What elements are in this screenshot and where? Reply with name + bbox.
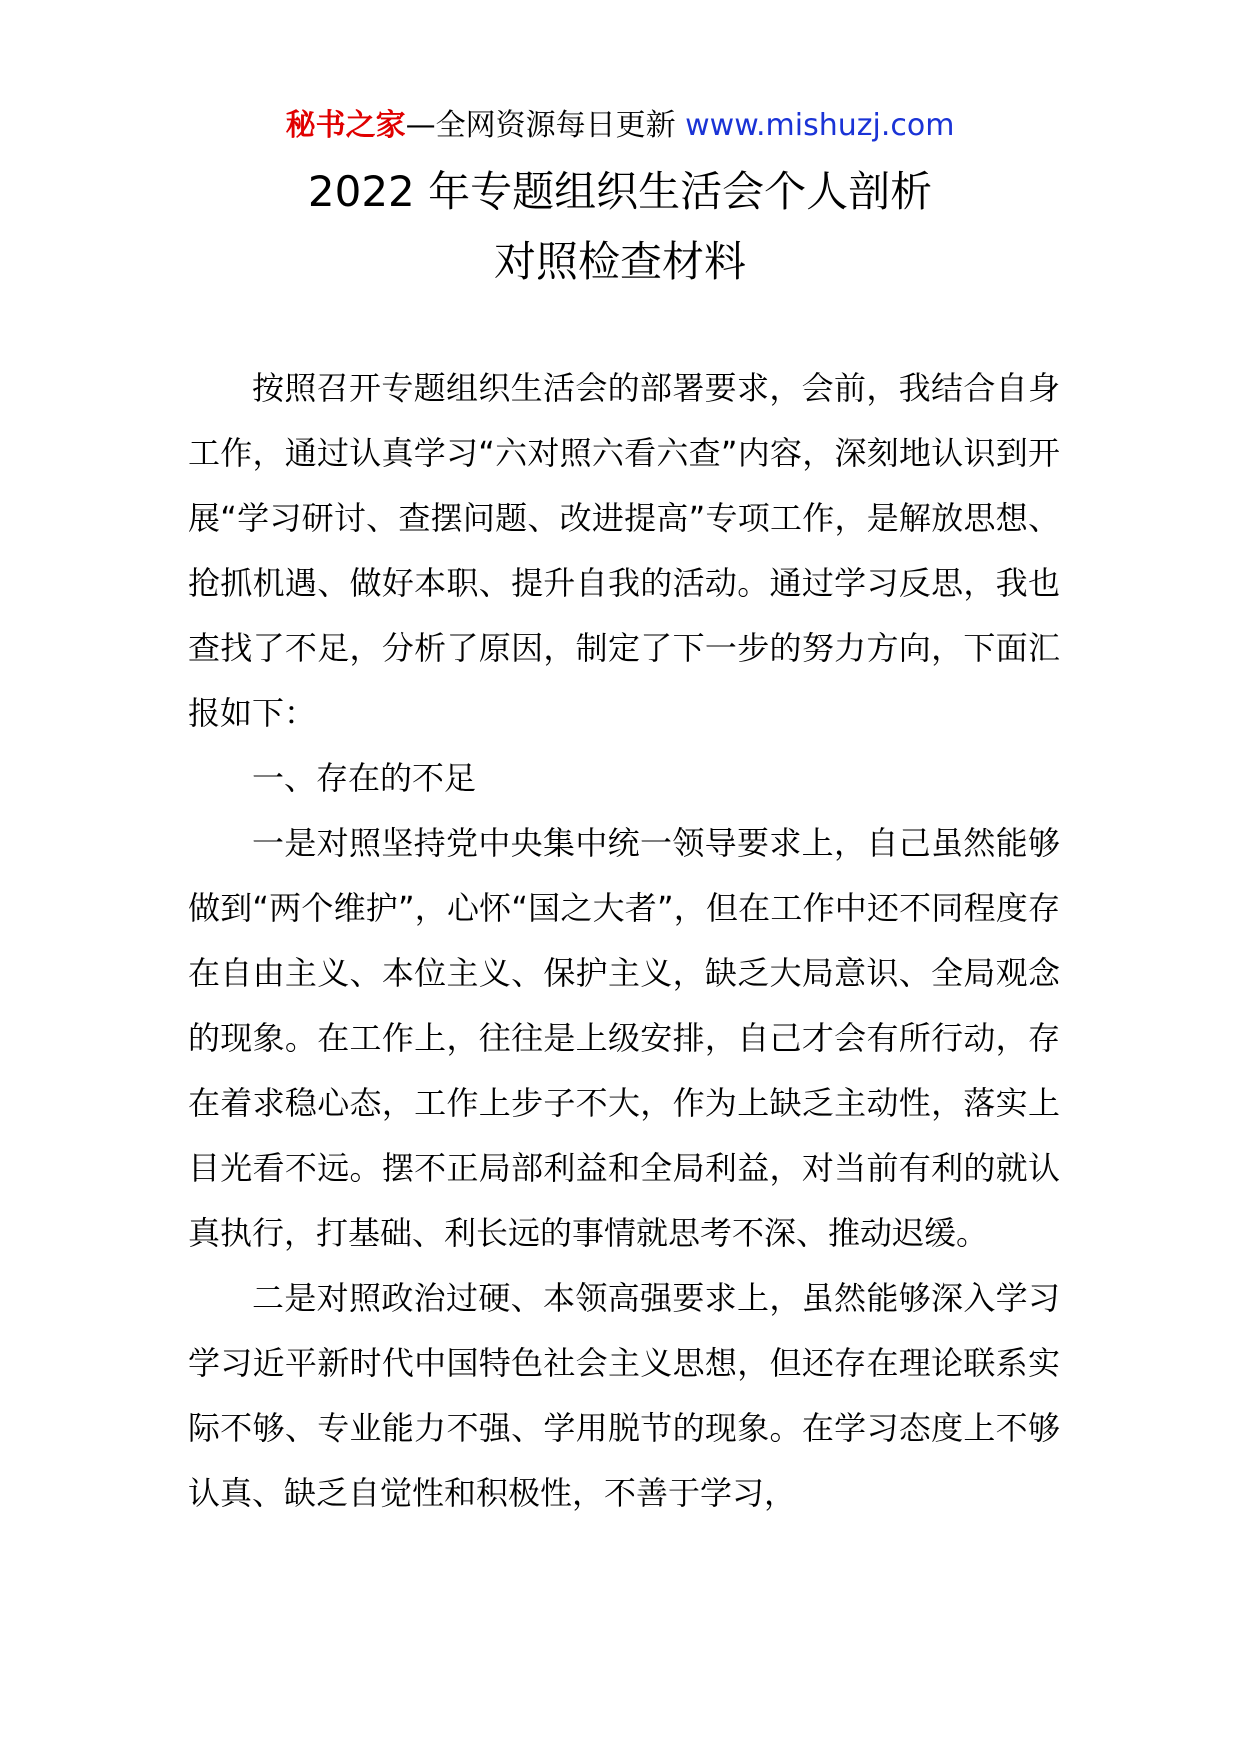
brand-name: 秘书之家 [285, 108, 406, 143]
paragraph-point-2: 二是对照政治过硬、本领高强要求上，虽然能够深入学习学习近平新时代中国特色社会主义思想，但还存在理论联系实际不够、专业能力不强、学用脱节的现象。在学习态度上不够认真、缺乏自觉性和积极性，不善于学习， [188, 1279, 1060, 1512]
brand-slogan: —全网资源每日更新 [405, 108, 676, 143]
document-body [188, 356, 1060, 1526]
site-link[interactable]: www.mishuzj.com [685, 108, 955, 143]
section-heading: 一、存在的不足 [252, 759, 477, 797]
paragraph-point-1: 一是对照坚持党中央集中统一领导要求上，自己虽然能够做到“两个维护”，心怀“国之大者”，但在工作中还不同程度存在自由主义、本位主义、保护主义，缺乏大局意识、全局观念的现象。在工作上，往往是上级安排，自己才会有所行动，存在着求稳心态，工作上步子不大，作为上缺乏主动性，落实上目光看不远。摆不正局部利益和全局利益，对当前有利的就认真执行，打基础、利长远的事情就思考不深、推动迟缓。 [188, 824, 1060, 1252]
document-title-line-2: 对照检查材料 [493, 237, 746, 286]
document-title-line-1: 2022 年专题组织生活会个人剖析 [307, 167, 933, 216]
paragraph-intro: 按照召开专题组织生活会的部署要求，会前，我结合自身工作，通过认真学习“六对照六看六查”内容，深刻地认识到开展“学习研讨、查摆问题、改进提高”专项工作，是解放思想、抢抓机遇、做好本职、提升自我的活动。通过学习反思，我也查找了不足，分析了原因，制定了下一步的努力方向，下面汇报如下： [188, 369, 1060, 732]
watermark-header [0, 104, 1240, 148]
